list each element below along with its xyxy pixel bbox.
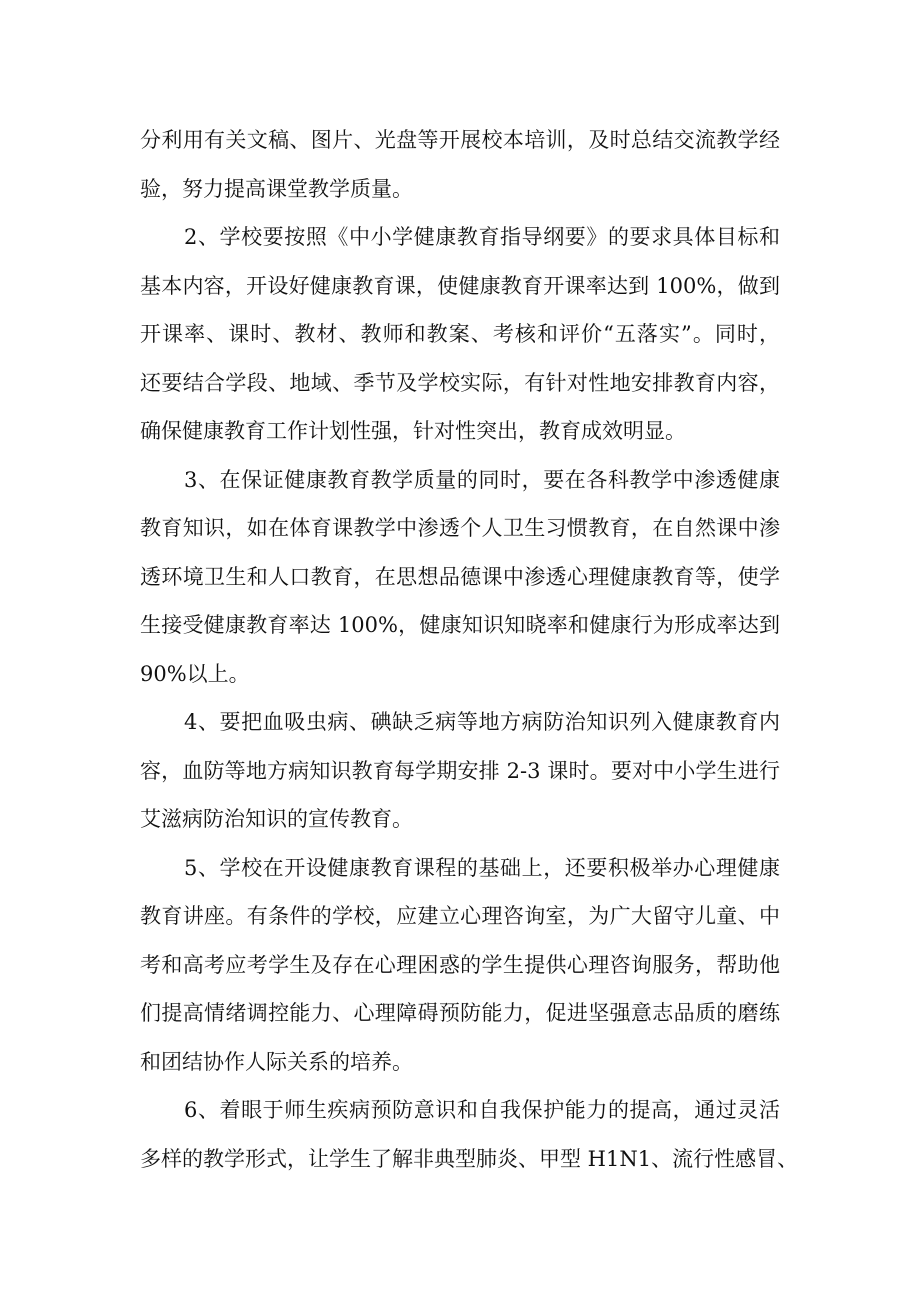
- paragraph-continued: [140, 116, 780, 213]
- text-line: 90%以上。: [140, 661, 250, 686]
- text-line: 2、学校要按照《中小学健康教育指导纲要》的要求具体目标和: [184, 225, 780, 249]
- text-line: 容，血防等地方病知识教育每学期安排 2-3 课时。要对中小学生进行: [140, 758, 780, 783]
- text-line: 教育知识，如在体育课教学中渗透个人卫生习惯教育，在自然课中渗: [140, 516, 780, 540]
- text-line: 多样的教学形式，让学生了解非典型肺炎、甲型 H1N1、流行性感冒、: [140, 1146, 799, 1171]
- paragraph-item-2: [140, 213, 780, 456]
- text-line: 生接受健康教育率达 100%，健康知识知晓率和健康行为形成率达到: [140, 613, 780, 637]
- text-line: 透环境卫生和人口教育，在思想品德课中渗透心理健康教育等，使学: [140, 564, 780, 589]
- text-line: 还要结合学段、地域、季节及学校实际，有针对性地安排教育内容，: [140, 370, 780, 395]
- text-line: 们提高情绪调控能力、心理障碍预防能力，促进坚强意志品质的磨练: [140, 1001, 780, 1025]
- text-line: 4、要把血吸虫病、碘缺乏病等地方病防治知识列入健康教育内: [184, 710, 780, 734]
- paragraph-item-6: [140, 1086, 799, 1183]
- paragraph-item-3: [140, 456, 780, 699]
- text-line: 基本内容，开设好健康教育课，使健康教育开课率达到 100%，做到: [140, 273, 780, 298]
- text-line: 教育讲座。有条件的学校，应建立心理咨询室，为广大留守儿童、中: [140, 904, 780, 928]
- text-line: 5、学校在开设健康教育课程的基础上，还要积极举办心理健康: [184, 855, 780, 880]
- document-body: [140, 116, 799, 1183]
- text-line: 艾滋病防治知识的宣传教育。: [140, 807, 413, 831]
- paragraph-item-4: [140, 698, 780, 844]
- text-line: 开课率、课时、教材、教师和教案、考核和评价“五落实”。同时，: [140, 322, 780, 346]
- text-line: 6、着眼于师生疾病预防意识和自我保护能力的提高，通过灵活: [184, 1098, 780, 1122]
- text-line: 分利用有关文稿、图片、光盘等开展校本培训，及时总结交流教学经: [140, 128, 780, 152]
- text-line: 和团结协作人际关系的培养。: [140, 1049, 413, 1074]
- text-line: 验，努力提高课堂教学质量。: [140, 176, 413, 201]
- paragraph-item-5: [140, 844, 780, 1087]
- text-line: 3、在保证健康教育教学质量的同时，要在各科教学中渗透健康: [184, 467, 780, 492]
- text-line: 确保健康教育工作计划性强，针对性突出，教育成效明显。: [140, 419, 686, 443]
- text-line: 考和高考应考学生及存在心理困惑的学生提供心理咨询服务，帮助他: [140, 952, 780, 977]
